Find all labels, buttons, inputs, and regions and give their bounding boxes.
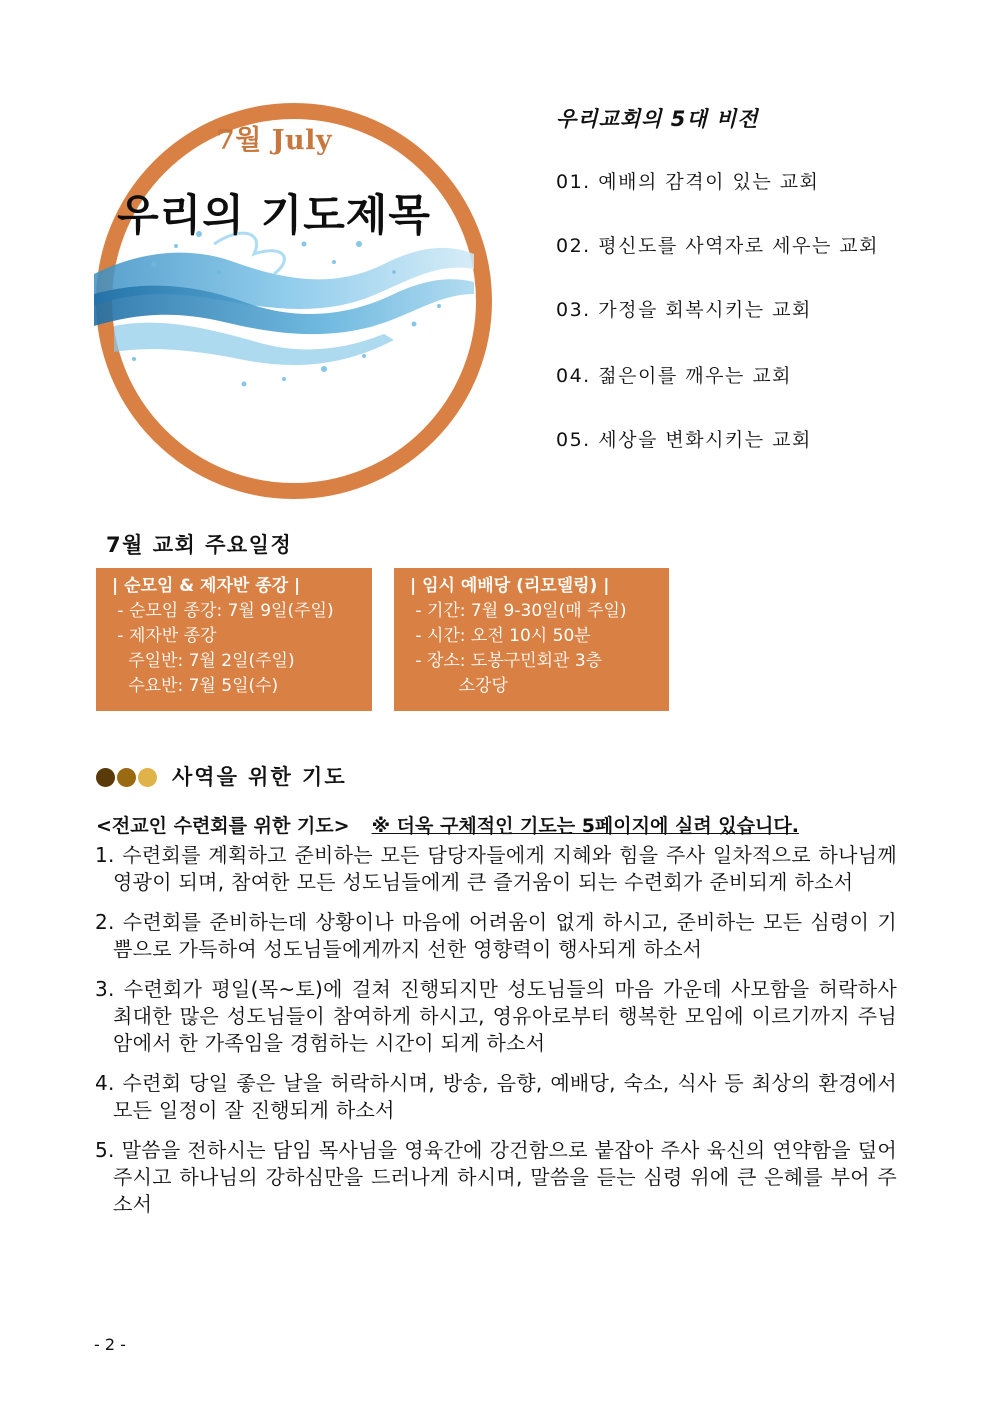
prayer-section-title: 사역을 위한 기도 bbox=[172, 765, 347, 789]
section-dots-icon bbox=[96, 768, 157, 787]
hero-title: 우리의 기도제목 bbox=[117, 191, 431, 241]
prayer-item: 2. 수련회를 준비하는데 상황이나 마음에 어려움이 없게 하시고, 준비하는 모든 심령이 기쁨으로 가득하여 성도님들에게까지 선한 영향력이 행사되게 하소서 bbox=[95, 910, 897, 961]
vision-item: 03. 가정을 회복시키는 교회 bbox=[556, 299, 812, 321]
vision-item: 02. 평신도를 사역자로 세우는 교회 bbox=[556, 235, 879, 257]
vision-item: 01. 예배의 감격이 있는 교회 bbox=[556, 171, 820, 193]
schedule-line: 소강당 bbox=[410, 676, 508, 696]
vision-item: 04. 젊은이를 깨우는 교회 bbox=[556, 365, 793, 387]
prayer-item: 4. 수련회 당일 좋은 날을 허락하시며, 방송, 음향, 예배당, 숙소, 식사 등 최상의 환경에서 모든 일정이 잘 진행되게 하소서 bbox=[95, 1071, 897, 1122]
prayer-heading: <전교인 수련회를 위한 기도> bbox=[96, 815, 350, 837]
schedule-line: - 순모임 종강: 7월 9일(주일) bbox=[112, 601, 334, 621]
hero-graphic bbox=[94, 94, 506, 506]
schedule-box-title: | 순모임 & 제자반 종강 | bbox=[112, 576, 301, 596]
hero-month: 7월 July bbox=[215, 125, 333, 156]
schedule-title: 7월 교회 주요일정 bbox=[106, 533, 293, 557]
schedule-line: - 제자반 종강 bbox=[112, 626, 217, 646]
schedule-line: 수요반: 7월 5일(수) bbox=[112, 676, 279, 696]
schedule-line: - 시간: 오전 10시 50분 bbox=[410, 626, 591, 646]
prayer-list bbox=[95, 842, 897, 1231]
dot-icon bbox=[96, 768, 115, 787]
schedule-line: 주일반: 7월 2일(주일) bbox=[112, 651, 295, 671]
dot-icon bbox=[138, 768, 157, 787]
prayer-item: 3. 수련회가 평일(목~토)에 걸쳐 진행되지만 성도님들의 마음 가운데 사모함을 허락하사 최대한 많은 성도님들이 참여하게 하시고, 영유아로부터 행복한 모임에 이르기까지 주님 암에서 한 가족임을 경험하는 시간이 되게 하소서 bbox=[95, 977, 897, 1055]
page-number: - 2 - bbox=[94, 1335, 126, 1354]
schedule-box-temporary-sanctuary bbox=[394, 568, 669, 711]
prayer-item: 5. 말씀을 전하시는 담임 목사님을 영육간에 강건함으로 붙잡아 주사 육신의 연약함을 덮어 주시고 하나님의 강하심만을 드러나게 하시며, 말씀을 듣는 심령 위에 큰 은혜를 부어 주소서 bbox=[95, 1138, 897, 1216]
prayer-heading-row bbox=[96, 812, 896, 840]
prayer-item: 1. 수련회를 계획하고 준비하는 모든 담당자들에게 지혜와 힘을 주사 일차적으로 하나님께 영광이 되며, 참여한 모든 성도님들에게 큰 즐거움이 되는 수련회가 준비되게 하소서 bbox=[95, 843, 897, 894]
dot-icon bbox=[117, 768, 136, 787]
schedule-line: - 기간: 7월 9-30일(매 주일) bbox=[410, 601, 627, 621]
schedule-line: - 장소: 도봉구민회관 3층 bbox=[410, 651, 603, 671]
schedule-box-title: | 임시 예배당 (리모델링) | bbox=[410, 576, 610, 596]
prayer-note: ※ 더욱 구체적인 기도는 5페이지에 실려 있습니다. bbox=[371, 815, 799, 837]
schedule-box-small-group bbox=[96, 568, 372, 711]
vision-item: 05. 세상을 변화시키는 교회 bbox=[556, 429, 812, 451]
vision-title: 우리교회의 5대 비전 bbox=[556, 107, 759, 131]
vision-section bbox=[556, 104, 936, 451]
